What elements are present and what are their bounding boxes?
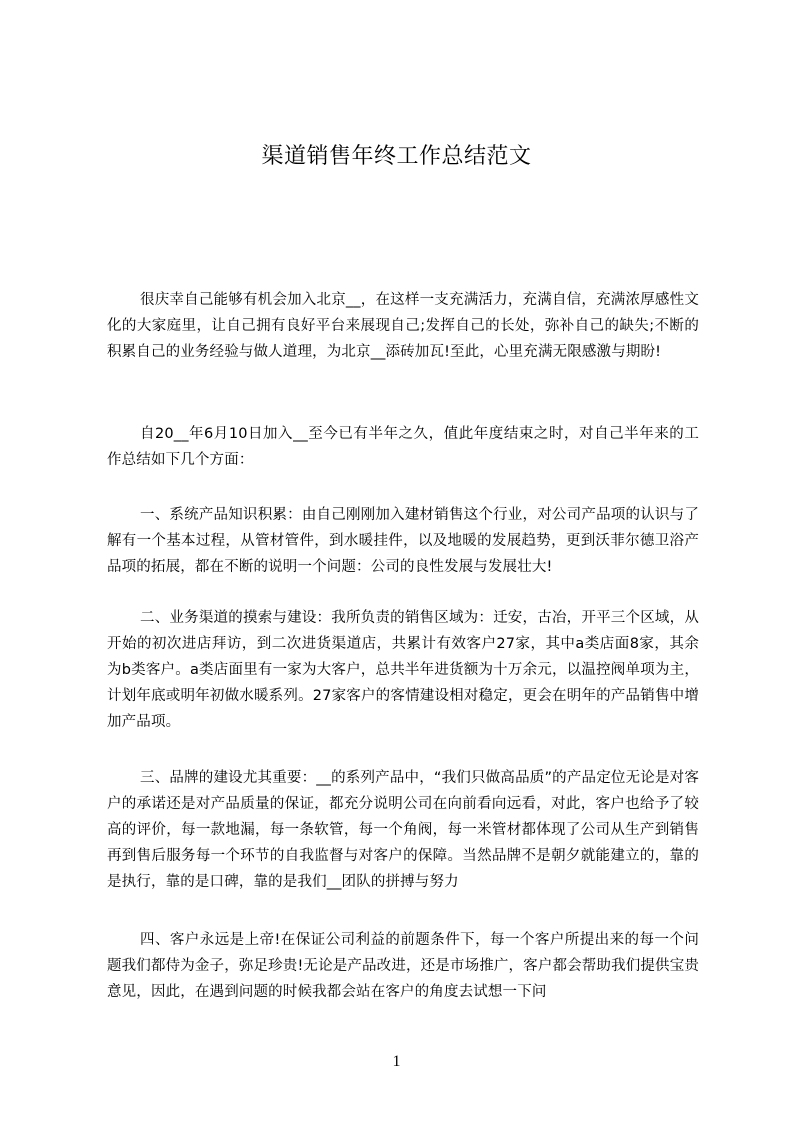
page-number: 1 xyxy=(392,1053,401,1070)
paragraph-overview: 自20__年6月10日加入__至今已有半年之久，值此年度结束之时，对自己半年来的工作总结如下几个方面： xyxy=(107,426,699,468)
paragraph-customer-first: 四、客户永远是上帝!在保证公司利益的前题条件下，每一个客户所提出来的每一个问题我们都侍为金子，弥足珍贵!无论是产品改进，还是市场推广，客户都会帮助我们提供宝贵意见，因此，在遇到问题的时候我都会站在客户的角度去试想一下问 xyxy=(107,932,699,1000)
paragraph-channel-building: 二、业务渠道的摸索与建设：我所负责的销售区域为：迁安，古冶，开平三个区域，从开始的初次进店拜访，到二次进货渠道店，共累计有效客户27家，其中a类店面8家，其余为b类客户。a类店面里有一家为大客户，总共半年进货额为十万余元，以温控阀单项为主，计划年底或明年初做水暖系列。27家客户的客情建设相对稳定，更会在明年的产品销售中增加产品项。 xyxy=(107,610,699,730)
paragraph-product-knowledge: 一、系统产品知识积累：由自己刚刚加入建材销售这个行业，对公司产品项的认识与了解有一个基本过程，从管材管件，到水暖挂件，以及地暖的发展趋势，更到沃菲尔德卫浴产品项的拓展，都在不断的说明一个问题：公司的良性发展与发展壮大! xyxy=(107,507,699,575)
paragraph-brand-building: 三、品牌的建设尤其重要：__的系列产品中，“我们只做高品质”的产品定位无论是对客户的承诺还是对产品质量的保证，都充分说明公司在向前看向远看，对此，客户也给予了较高的评价，每一款地漏，每一条软管，每一个角阀，每一米管材都体现了公司从生产到销售再到售后服务每一个环节的自我监督与对客户的保障。当然品牌不是朝夕就能建立的，靠的是执行，靠的是口碑，靠的是我们__团队的拼搏与努力 xyxy=(107,770,699,890)
paragraph-intro: 很庆幸自己能够有机会加入北京__，在这样一支充满活力，充满自信，充满浓厚感性文化的大家庭里，让自己拥有良好平台来展现自己;发挥自己的长处，弥补自己的缺失;不断的积累自己的业务经验与做人道理，为北京__添砖加瓦!至此，心里充满无限感激与期盼! xyxy=(107,292,699,360)
document-title: 渠道销售年终工作总结范文 xyxy=(261,144,532,169)
